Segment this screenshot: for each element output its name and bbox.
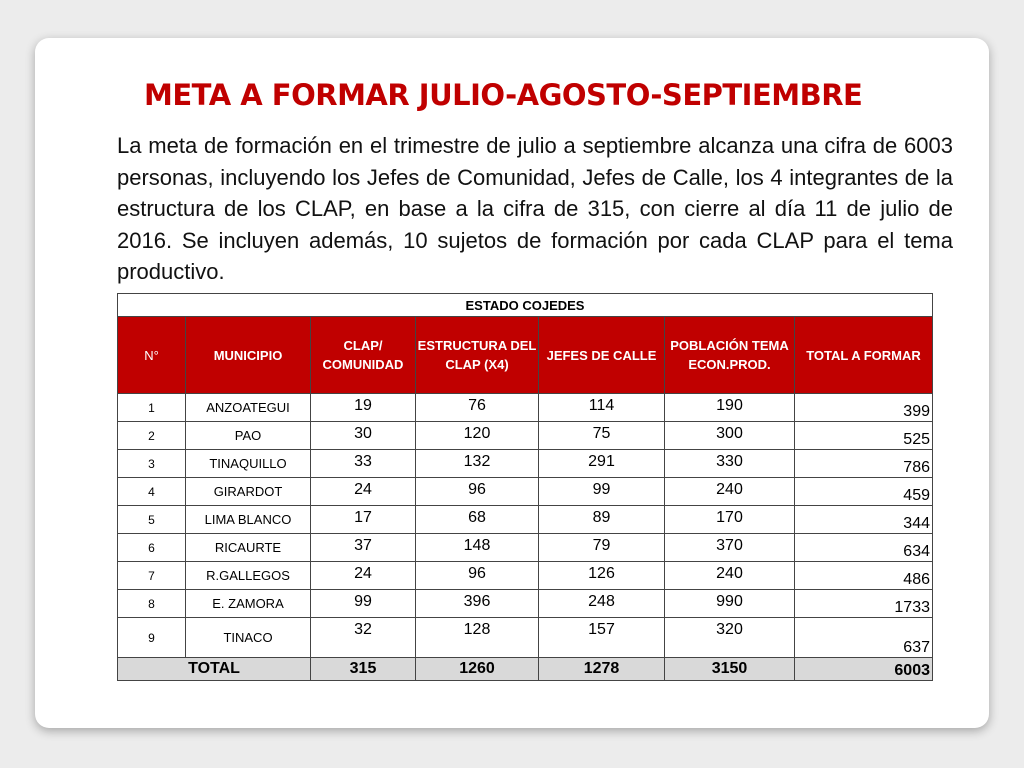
header-clap-comunidad: CLAP/ COMUNIDAD [311, 317, 416, 394]
cell-total: 634 [795, 534, 933, 562]
cell-municipio: PAO [186, 422, 311, 450]
table-row [118, 618, 933, 658]
cell-estructura: 76 [416, 394, 539, 422]
cell-number: 8 [118, 590, 186, 618]
cell-jefes: 99 [539, 478, 665, 506]
cell-number: 2 [118, 422, 186, 450]
cell-clap: 37 [311, 534, 416, 562]
cell-jefes: 79 [539, 534, 665, 562]
header-number: N° [118, 317, 186, 394]
cell-poblacion: 320 [665, 618, 795, 658]
table-caption: ESTADO COJEDES [118, 294, 933, 317]
cell-poblacion: 330 [665, 450, 795, 478]
total-estructura: 1260 [416, 658, 539, 681]
cell-municipio: TINACO [186, 618, 311, 658]
table-row [118, 506, 933, 534]
cell-number: 1 [118, 394, 186, 422]
cell-clap: 24 [311, 562, 416, 590]
cell-clap: 17 [311, 506, 416, 534]
cell-estructura: 120 [416, 422, 539, 450]
cell-clap: 99 [311, 590, 416, 618]
cell-municipio: TINAQUILLO [186, 450, 311, 478]
cell-municipio: E. ZAMORA [186, 590, 311, 618]
table-row [118, 478, 933, 506]
total-poblacion: 3150 [665, 658, 795, 681]
total-jefes: 1278 [539, 658, 665, 681]
cell-clap: 24 [311, 478, 416, 506]
cell-poblacion: 170 [665, 506, 795, 534]
cell-jefes: 89 [539, 506, 665, 534]
cell-number: 3 [118, 450, 186, 478]
cell-clap: 32 [311, 618, 416, 658]
header-municipio: MUNICIPIO [186, 317, 311, 394]
cell-jefes: 248 [539, 590, 665, 618]
cell-jefes: 291 [539, 450, 665, 478]
cell-estructura: 68 [416, 506, 539, 534]
cell-jefes: 157 [539, 618, 665, 658]
header-jefes-calle: JEFES DE CALLE [539, 317, 665, 394]
cell-poblacion: 240 [665, 562, 795, 590]
cell-total: 399 [795, 394, 933, 422]
total-formar: 6003 [795, 658, 933, 681]
cell-total: 344 [795, 506, 933, 534]
table-row [118, 422, 933, 450]
cell-total: 459 [795, 478, 933, 506]
cell-number: 6 [118, 534, 186, 562]
table-body [118, 394, 933, 681]
cell-estructura: 396 [416, 590, 539, 618]
cell-municipio: LIMA BLANCO [186, 506, 311, 534]
header-total-formar: TOTAL A FORMAR [795, 317, 933, 394]
body-paragraph: La meta de formación en el trimestre de julio a septiembre alcanza una cifra de 6003 personas, incluyendo los Jefes de Comunidad, Jefes de Calle, los 4 integrantes de la estructura de los CLAP, en base a la cifra de 315, con cierre al día 11 de julio de 2016. Se incluyen además, 10 sujetos de formación por cada CLAP para el tema productivo. [117, 133, 953, 284]
cell-poblacion: 300 [665, 422, 795, 450]
total-label: TOTAL [118, 658, 311, 681]
total-row [118, 658, 933, 681]
cell-number: 5 [118, 506, 186, 534]
header-poblacion: POBLACIÓN TEMA ECON.PROD. [665, 317, 795, 394]
cell-estructura: 132 [416, 450, 539, 478]
table-row [118, 394, 933, 422]
cell-clap: 19 [311, 394, 416, 422]
cell-estructura: 128 [416, 618, 539, 658]
cell-clap: 30 [311, 422, 416, 450]
cell-total: 525 [795, 422, 933, 450]
cell-total: 786 [795, 450, 933, 478]
cell-number: 9 [118, 618, 186, 658]
cell-clap: 33 [311, 450, 416, 478]
total-clap: 315 [311, 658, 416, 681]
cell-municipio: ANZOATEGUI [186, 394, 311, 422]
table-row [118, 534, 933, 562]
cell-estructura: 96 [416, 478, 539, 506]
table-row [118, 450, 933, 478]
cell-jefes: 126 [539, 562, 665, 590]
cell-total: 637 [795, 618, 933, 658]
cell-estructura: 96 [416, 562, 539, 590]
cell-estructura: 148 [416, 534, 539, 562]
header-estructura: ESTRUCTURA DEL CLAP (X4) [416, 317, 539, 394]
cell-municipio: RICAURTE [186, 534, 311, 562]
cell-municipio: GIRARDOT [186, 478, 311, 506]
cell-jefes: 114 [539, 394, 665, 422]
cell-jefes: 75 [539, 422, 665, 450]
data-table [117, 293, 933, 681]
table-row [118, 590, 933, 618]
cell-total: 1733 [795, 590, 933, 618]
cell-poblacion: 370 [665, 534, 795, 562]
cell-poblacion: 190 [665, 394, 795, 422]
cell-poblacion: 240 [665, 478, 795, 506]
table-row [118, 562, 933, 590]
cell-poblacion: 990 [665, 590, 795, 618]
cell-number: 7 [118, 562, 186, 590]
cell-municipio: R.GALLEGOS [186, 562, 311, 590]
cell-total: 486 [795, 562, 933, 590]
slide-title: META A FORMAR JULIO-AGOSTO-SEPTIEMBRE [144, 78, 863, 112]
cell-number: 4 [118, 478, 186, 506]
